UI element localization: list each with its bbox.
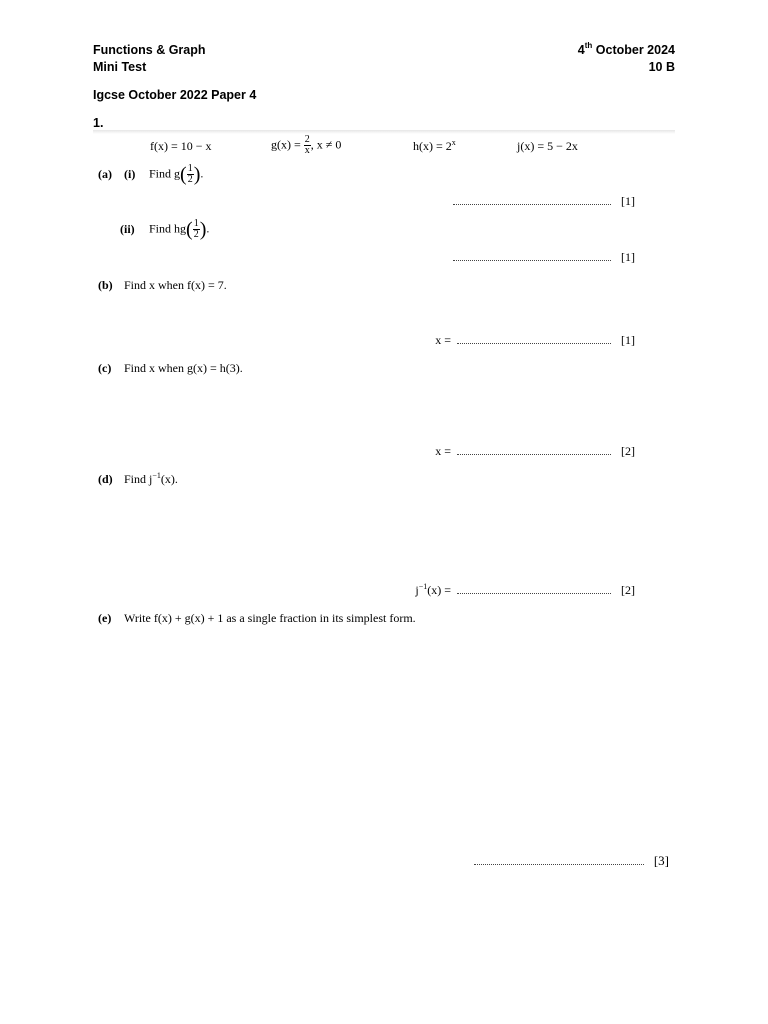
part-a-ii-find: Find hg (149, 221, 187, 236)
paper-title: Igcse October 2022 Paper 4 (93, 88, 257, 102)
header-class: 10 B (648, 60, 675, 74)
function-h (413, 138, 456, 154)
date-month-year: October 2024 (592, 43, 675, 57)
function-j: j(x) = 5 − 2x (517, 139, 578, 153)
half-numerator: 1 (193, 218, 199, 229)
mark-d: [2] (621, 583, 635, 597)
j-inverse-base: j (415, 583, 419, 597)
paren-open: ( (180, 163, 187, 186)
date-day: 4 (577, 43, 585, 57)
g-numerator: 2 (304, 134, 310, 145)
half-denominator: 2 (193, 229, 199, 240)
x-equals-label: x = (435, 444, 451, 458)
part-d-text (124, 471, 178, 487)
answer-dots[interactable] (457, 592, 611, 594)
part-a-i-text: Find g( $\frac{1}{2}$ ). (149, 163, 204, 186)
header-test-type: Mini Test (93, 60, 147, 74)
half-denominator: 2 (187, 174, 193, 185)
mark-c: [2] (621, 444, 635, 458)
j-inverse-exponent: −1 (418, 582, 428, 591)
answer-line-b[interactable] (435, 332, 635, 348)
date-suffix: th (584, 40, 593, 50)
part-a-ii-text: Find hg( $\frac{1}{2}$ ). (149, 218, 210, 241)
function-g-left: g(x) = (271, 137, 301, 152)
paren-open: ( (186, 218, 193, 241)
part-a-label: (a) (98, 167, 112, 181)
part-c-label: (c) (98, 361, 112, 375)
part-e-text: Write f(x) + g(x) + 1 as a single fraction in its simplest form. (124, 611, 416, 625)
paren-close: ) (199, 218, 207, 241)
part-c-text: Find x when g(x) = h(3). (124, 361, 243, 375)
answer-line-c[interactable] (435, 443, 635, 459)
answer-line-d[interactable] (415, 582, 635, 598)
paren-close: ) (193, 163, 201, 186)
scan-top-edge (93, 130, 675, 134)
j-inverse-label (415, 583, 451, 597)
function-h-base: h(x) = 2 (413, 139, 452, 153)
mark-b: [1] (621, 333, 635, 347)
header-subject: Functions & Graph (93, 43, 206, 57)
part-d-label: (d) (98, 472, 113, 486)
answer-line-a-ii[interactable] (453, 249, 635, 265)
part-e-label: (e) (98, 611, 112, 625)
part-a-ii-label: (ii) (120, 222, 135, 236)
function-h-exponent: x (451, 138, 456, 147)
answer-dots[interactable] (457, 342, 611, 344)
j-inverse-equals: (x) = (427, 583, 451, 597)
part-a-i-label: (i) (124, 167, 136, 181)
header-right (578, 42, 675, 76)
part-d-inverse-exponent: −1 (152, 471, 161, 480)
answer-dots[interactable] (474, 863, 644, 865)
half-fraction (193, 219, 200, 240)
part-b-label: (b) (98, 278, 113, 292)
question-number: 1. (93, 116, 104, 130)
question-scan (93, 130, 675, 630)
answer-line-e[interactable] (474, 853, 669, 869)
answer-dots[interactable] (453, 259, 611, 261)
part-d-argument: (x). (160, 472, 178, 486)
function-g-condition: , x ≠ 0 (310, 137, 342, 152)
function-f: f(x) = 10 − x (150, 139, 212, 153)
mark-a-i: [1] (621, 194, 635, 208)
function-g (271, 135, 341, 156)
mark-a-ii: [1] (621, 250, 635, 264)
half-numerator: 1 (187, 163, 193, 174)
part-b-text: Find x when f(x) = 7. (124, 278, 227, 292)
function-g-fraction (304, 135, 311, 156)
answer-dots[interactable] (453, 203, 611, 205)
part-d-find: Find j (124, 472, 153, 486)
half-fraction (187, 164, 194, 185)
header-left (93, 42, 206, 76)
x-equals-label: x = (435, 333, 451, 347)
mark-e: [3] (653, 853, 669, 868)
header-date (578, 42, 675, 59)
part-a-i-find: Find g (149, 166, 181, 181)
g-denominator: x (304, 145, 310, 156)
answer-dots[interactable] (457, 453, 611, 455)
answer-line-a-i[interactable] (453, 193, 635, 209)
